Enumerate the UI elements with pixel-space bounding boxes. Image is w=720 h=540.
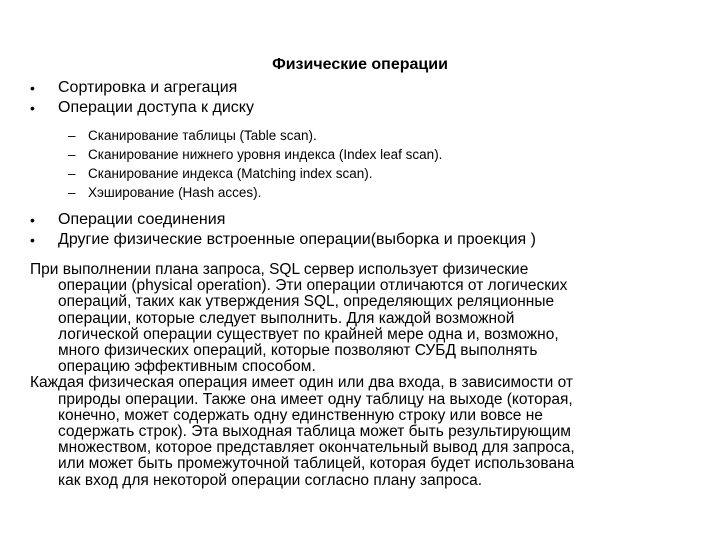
- sub-bullet-item: [30, 126, 690, 145]
- slide-title-text: Физические операции: [272, 56, 448, 73]
- bullet-text: Операции доступа к диску: [58, 99, 254, 116]
- sub-bullet-item: [30, 145, 690, 164]
- sub-bullet-item: [30, 164, 690, 183]
- bullet-text: Сортировка и агрегация: [58, 79, 238, 96]
- paragraph-first-line: При выполнении плана запроса, SQL сервер использует физические: [30, 261, 529, 278]
- paragraph-line: как вход для некоторой операции согласно плану запроса.: [58, 471, 483, 489]
- bullet-item: [30, 78, 690, 98]
- paragraph-line: природы операции. Также она имеет одну таблицу на выходе (которая,: [58, 390, 573, 408]
- paragraph-continuation: [30, 278, 700, 375]
- dash-marker: –: [68, 166, 76, 181]
- sub-bullet-list: [30, 126, 690, 202]
- paragraph-line: операции (physical operation). Эти операции отличаются от логических: [58, 277, 568, 295]
- paragraph-line: операции, которые следует выполнить. Для каждой возможной: [58, 309, 515, 327]
- dash-marker: –: [68, 185, 76, 200]
- bullet-marker: •: [30, 80, 35, 96]
- paragraph-line: операций, таких как утверждения SQL, определяющих реляционные: [58, 293, 555, 311]
- dash-marker: –: [68, 128, 76, 143]
- paragraph-continuation: [30, 392, 700, 489]
- sub-bullet-item: [30, 183, 690, 202]
- paragraph-line: множеством, которое представляет окончательный вывод для запроса,: [58, 439, 575, 457]
- dash-marker: –: [68, 147, 76, 162]
- paragraph-first-line: Каждая физическая операция имеет один или два входа, в зависимости от: [30, 374, 573, 392]
- bullet-text: Операции соединения: [58, 211, 226, 228]
- bullet-marker: •: [30, 100, 35, 116]
- paragraph-line: много физических операций, которые позволяют СУБД выполнять: [58, 342, 538, 360]
- paragraph-line: конечно, может содержать одну единственную строку или вовсе не: [58, 406, 543, 424]
- bullet-item: [30, 230, 690, 250]
- bullet-marker: •: [30, 232, 35, 248]
- body-text: [30, 262, 700, 489]
- paragraph-line: или может быть промежуточной таблицей, которая будет использована: [58, 455, 575, 473]
- paragraph: [30, 262, 700, 375]
- sub-bullet-text: Хэширование (Hash acces).: [88, 185, 262, 200]
- paragraph-line: операцию эффективным способом.: [58, 358, 316, 376]
- bullet-text: Другие физические встроенные операции(выборка и проекция ): [58, 231, 536, 248]
- paragraph-line: логической операции существует по крайней мере одна и, возможно,: [58, 325, 559, 343]
- bullet-list: [30, 78, 690, 250]
- bullet-item: [30, 210, 690, 230]
- paragraph: [30, 375, 700, 488]
- sub-bullet-text: Сканирование индекса (Matching index scan).: [88, 166, 373, 181]
- slide-title: [0, 56, 720, 74]
- sub-bullet-text: Сканирование таблицы (Table scan).: [88, 128, 317, 143]
- sub-bullet-text: Сканирование нижнего уровня индекса (Index leaf scan).: [88, 147, 443, 162]
- bullet-marker: •: [30, 212, 35, 228]
- bullet-item: [30, 98, 690, 118]
- paragraph-line: содержать строк). Эта выходная таблица может быть результирующим: [58, 423, 571, 441]
